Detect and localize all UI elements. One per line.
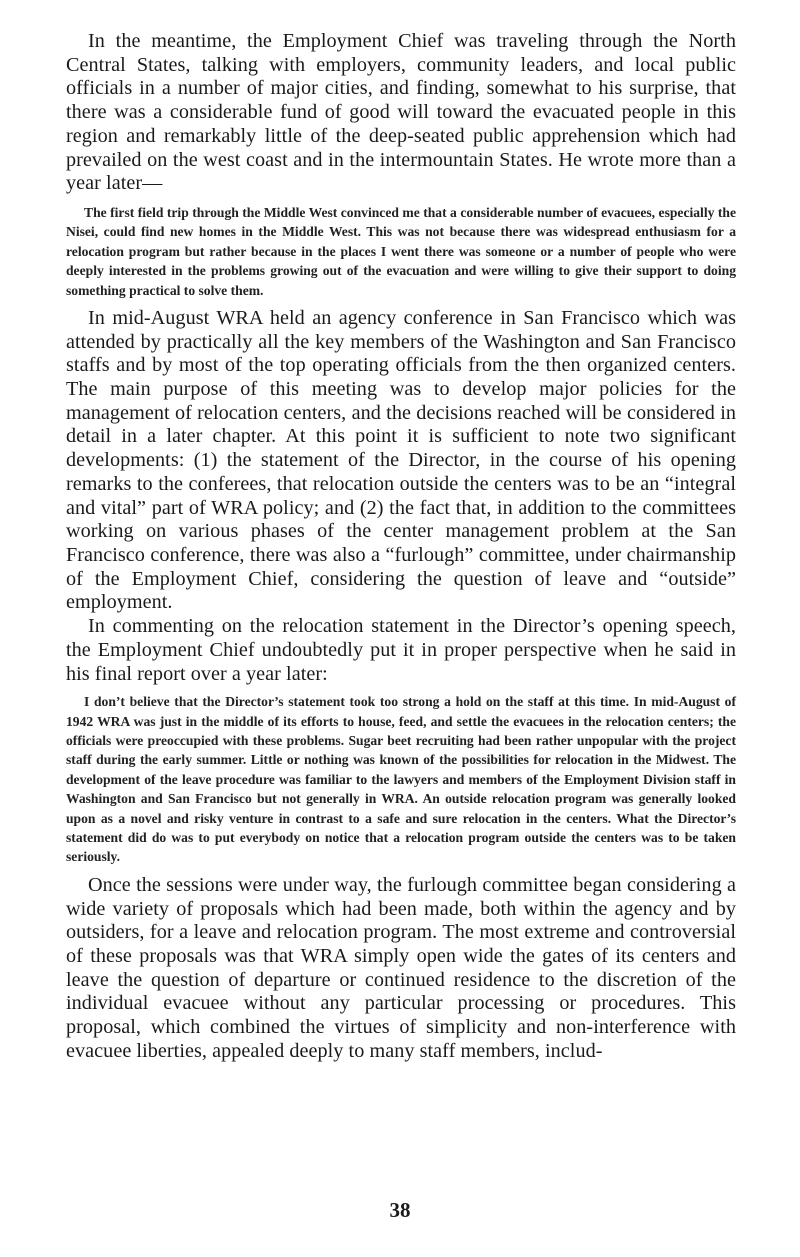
body-paragraph: In commenting on the relocation statement in the Director’s opening speech, the Employment Chief undoubtedly put it in proper perspective when he said in his final report over a year later: bbox=[66, 615, 736, 685]
body-paragraph: In mid-August WRA held an agency conference in San Francisco which was attended by practically all the key members of the Washington and San Francisco staffs and by most of the top operating officials from the then organized centers. The main purpose of this meeting was to develop major policies for the management of relocation centers, and the decisions reached will be considered in detail in a later chapter. At this point it is sufficient to note two significant developments: (1) the statement of the Director, in the course of his opening remarks to the conferees, that relocation outside the centers was to be an “integral and vital” part of WRA policy; and (2) the fact that, in addition to the committees working on various phases of the center management problem at the San Francisco conference, there was also a “furlough” committee, under chairmanship of the Employment Chief, considering the question of leave and “outside” employment. bbox=[66, 306, 736, 614]
body-paragraph: In the meantime, the Employment Chief was traveling through the North Central States, talking with employers, community leaders, and local public officials in a number of major cities, and finding, somewhat to his surprise, that there was a considerable fund of good will toward the evacuated people in this region and remarkably little of the deep-seated public apprehension which had prevailed on the west coast and in the intermountain States. He wrote more than a year later— bbox=[66, 30, 736, 195]
page-number: 38 bbox=[389, 1198, 411, 1222]
body-paragraph: Once the sessions were under way, the furlough committee began considering a wide variety of proposals which had been made, both within the agency and by outsiders, for a leave and relocation program. The most extreme and controversial of these proposals was that WRA simply open wide the gates of its centers and leave the question of departure or continued residence to the discretion of the individual evacuee without any particular processing or procedures. This proposal, which combined the virtues of simplicity and non-interference with evacuee liberties, appealed deeply to many staff members, includ- bbox=[66, 873, 736, 1062]
block-quote: The first field trip through the Middle West convinced me that a considerable number of evacuees, especially the Nisei, could find new homes in the Middle West. This was not because there was widespread enthusiasm for a relocation program but rather because in the places I went there was someone or a number of people who were deeply interested in the problems growing out of the evacuation and were willing to give their support to doing something practical to solve them. bbox=[66, 204, 736, 298]
document-page bbox=[66, 30, 736, 1063]
block-quote: I don’t believe that the Director’s statement took too strong a hold on the staff at this time. In mid-August of 1942 WRA was just in the middle of its efforts to house, feed, and settle the evacuees in the relocation centers; the officials were preoccupied with these problems. Sugar beet recruiting had been rather unpopular with the project staff during the early summer. Little or nothing was known of the possibilities for relocation in the Midwest. The development of the leave procedure was familiar to the lawyers and members of the Employment Division staff in Washington and San Francisco but not generally in WRA. An outside relocation program was generally looked upon as a novel and risky venture in contrast to a safe and sure relocation in the centers. What the Director’s statement did do was to put everybody on notice that a relocation program outside the centers was to be taken seriously. bbox=[66, 694, 736, 865]
